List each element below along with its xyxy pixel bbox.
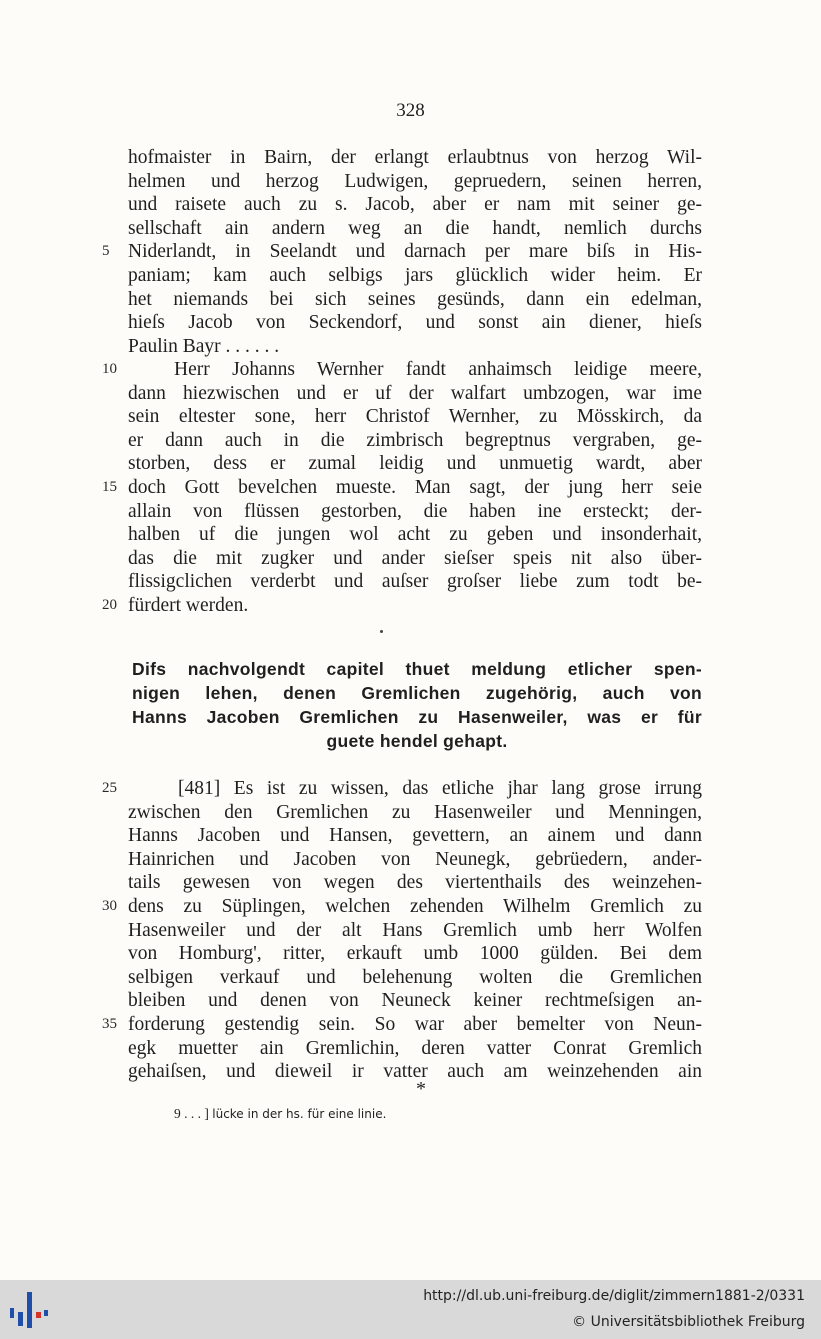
footnote xyxy=(174,1106,386,1122)
heading-line: Difs nachvolgendt capitel thuet meldung etlicher spen- xyxy=(132,659,702,679)
text-line: storben, dess er zumal leidig und unmuetig wardt, aber xyxy=(128,453,702,475)
text-line: 15 doch Gott bevelchen mueste. Man sagt, der jung herr seie xyxy=(102,476,702,498)
text-line: Hanns Jacoben und Hansen, gevettern, an ainem und dann xyxy=(128,825,702,847)
text-line: Hainrichen und Jacoben von Neunegk, gebrüedern, ander- xyxy=(128,848,702,870)
asterisk-mark: * xyxy=(416,1078,426,1100)
line-number: 10 xyxy=(102,361,117,377)
heading-line: nigen lehen, denen Gremlichen zugehörig, auch von xyxy=(132,683,702,703)
heading-line: Hanns Jacoben Gremlichen zu Hasenweiler, was er für xyxy=(132,707,702,727)
text-line: er dann auch in die zimbrisch begreptnus vergraben, ge- xyxy=(128,429,702,451)
line-number: 25 xyxy=(102,780,117,796)
text-line: egk muetter ain Gremlichin, deren vatter Conrat Gremlich xyxy=(128,1037,702,1059)
text-line: bleiben und denen von Neuneck keiner rechtmeſsigen an- xyxy=(128,990,702,1012)
text-line: sein eltester sone, herr Christof Wernher, zu Mösskirch, da xyxy=(128,406,702,428)
text-line: zwischen den Gremlichen zu Hasenweiler und Menningen, xyxy=(128,801,702,823)
text-line: flissigclichen verderbt und auſser groſser liebe zum todt be- xyxy=(128,571,702,593)
text-line: 5 Niderlandt, in Seelandt und darnach per mare biſs in His- xyxy=(102,241,702,263)
chapter-heading xyxy=(132,657,702,753)
library-logo-icon xyxy=(8,1288,52,1332)
text-line: von Homburg', ritter, erkauft umb 1000 gülden. Bei dem xyxy=(128,943,702,965)
line-number: 15 xyxy=(102,478,117,495)
text-line: hieſs Jacob von Seckendorf, und sonst ain diener, hieſs xyxy=(128,312,702,334)
text-line: allain von flüssen gestorben, die haben ine ersteckt; der- xyxy=(128,500,702,522)
line-number: 30 xyxy=(102,897,117,914)
text-line: selbigen verkauf und belehenung wolten die Gremlichen xyxy=(128,966,702,988)
text-line: das die mit zugker und ander sieſser speis nit also über- xyxy=(128,547,702,569)
text-line: und raisete auch zu s. Jacob, aber er nam mit seiner ge- xyxy=(128,194,702,216)
line-number: 5 xyxy=(102,243,110,260)
text-line: Paulin Bayr . . . . . . xyxy=(128,335,280,357)
text-line: 35 forderung gestendig sein. So war aber bemelter von Neun- xyxy=(102,1013,702,1035)
footer-bar xyxy=(0,1280,821,1339)
text-line: Hasenweiler und der alt Hans Gremlich umb herr Wolfen xyxy=(128,919,702,941)
line-number: 20 xyxy=(102,596,117,613)
text-line: het niemands bei sich seines gesünds, dann ein edelman, xyxy=(128,288,702,310)
text-line: 10 Herr Johanns Wernher fandt anhaimsch leidige meere, xyxy=(102,359,702,380)
footnote-marker: 9 . . . ] xyxy=(174,1106,209,1121)
text-line: 30 dens zu Süplingen, welchen zehenden Wilhelm Gremlich zu xyxy=(102,895,702,917)
page-number: 328 xyxy=(396,100,425,121)
text-line: dann hiezwischen und er uf der walfart umbzogen, war ime xyxy=(128,382,702,404)
text-line: paniam; kam auch selbigs jars glücklich wider heim. Er xyxy=(128,264,702,286)
text-line: helmen und herzog Ludwigen, gepruedern, seinen herren, xyxy=(128,170,702,192)
line-number: 35 xyxy=(102,1015,117,1032)
footnote-text: lücke in der hs. für eine linie. xyxy=(212,1107,387,1121)
heading-line: guete hendel gehapt. xyxy=(326,731,508,751)
text-line: 20 fürdert werden. xyxy=(102,594,249,616)
paragraph-3 xyxy=(102,777,702,1084)
text-line: gehaiſsen, und dieweil ir vatter auch am weinzehenden ain xyxy=(128,1061,702,1083)
text-line: hofmaister in Bairn, der erlangt erlaubtnus von herzog Wil- xyxy=(128,147,702,168)
paragraph-1 xyxy=(102,146,702,358)
document-url-link[interactable]: http://dl.ub.uni-freiburg.de/diglit/zimmern1881-2/0331 xyxy=(423,1288,805,1304)
text-line: tails gewesen von wegen des viertenthails des weinzehen- xyxy=(128,872,702,894)
paragraph-2 xyxy=(102,358,702,618)
text-line: 25 [481] Es ist zu wissen, das etliche jhar lang grose irrung xyxy=(102,778,702,799)
separator-dot xyxy=(380,630,383,633)
text-line: sellschaft ain andern weg an die handt, nemlich durchs xyxy=(128,217,702,239)
copyright-text: © Universitätsbibliothek Freiburg xyxy=(572,1314,805,1330)
text-line: halben uf die jungen wol acht zu geben und insonderhait, xyxy=(128,524,702,546)
